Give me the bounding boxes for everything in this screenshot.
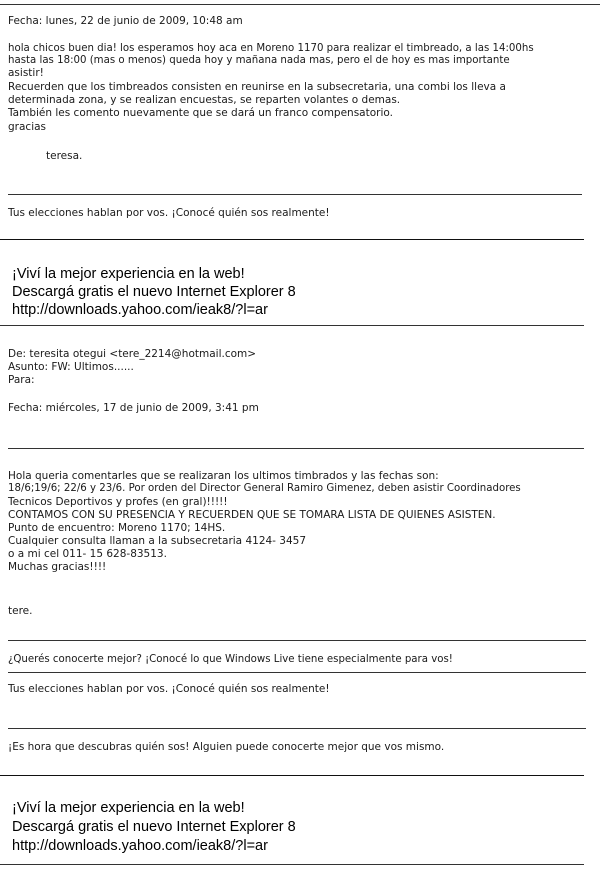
promo2-subline: Descargá gratis el nuevo Internet Explorer 8 (12, 819, 296, 835)
email2-date: Fecha: miércoles, 17 de junio de 2009, 3:41 pm (8, 402, 259, 414)
email1-body-line-5: determinada zona, y se realizan encuestas, se reparten volantes o demas. (8, 94, 401, 106)
email1-body-line-4: Recuerden que los timbreados consisten en reunirse en la subsecretaria, una combi los lleva a (8, 81, 506, 93)
email1-body-line-1: hola chicos buen dia! los esperamos hoy aca en Moreno 1170 para realizar el timbreado, a las 14:00hs (8, 43, 534, 54)
email2-footer3-bottom-divider (0, 775, 584, 776)
email2-header-divider (8, 448, 584, 449)
email1-date: Fecha: lunes, 22 de junio de 2009, 10:48 am (8, 15, 243, 27)
email2-subject: Asunto: FW: Ultimos...... (8, 361, 134, 373)
promo2-url[interactable]: http://downloads.yahoo.com/ieak8/?l=ar (12, 838, 268, 854)
email2-footer3-divider (8, 728, 586, 729)
email2-body-line-1: Hola queria comentarles que se realizaran los ultimos timbrados y las fechas son: (8, 470, 439, 482)
email2-body-line-4: CONTAMOS CON SU PRESENCIA Y RECUERDEN QUE SE TOMARA LISTA DE QUIENES ASISTEN. (8, 509, 496, 521)
email1-body-line-2: hasta las 18:00 (mas o menos) queda hoy y mañana nada mas, pero el de hoy es mas importante (8, 55, 510, 66)
email2-signature: tere. (8, 605, 33, 617)
email2-body-line-8: Muchas gracias!!!! (8, 561, 107, 573)
email2-footer1-divider (8, 640, 586, 641)
email1-body-line-7: gracias (8, 121, 47, 133)
email2-from: De: teresita otegui <tere_2214@hotmail.com> (8, 348, 257, 360)
promo1-headline: ¡Viví la mejor experiencia en la web! (12, 266, 245, 282)
email2-body-line-5: Punto de encuentro: Moreno 1170; 14HS. (8, 522, 226, 534)
promo2-bottom-divider (0, 864, 584, 865)
email1-footer-divider (8, 194, 582, 195)
email1-body-line-3: asistir! (8, 67, 44, 79)
email1-footer: Tus elecciones hablan por vos. ¡Conocé quién sos realmente! (8, 207, 330, 219)
email2-footer2: Tus elecciones hablan por vos. ¡Conocé quién sos realmente! (8, 683, 330, 695)
email2-body-line-2: 18/6;19/6; 22/6 y 23/6. Por orden del Director General Ramiro Gimenez, deben asistir Coordinadores (8, 483, 521, 494)
email2-footer3: ¡Es hora que descubras quién sos! Alguien puede conocerte mejor que vos mismo. (8, 741, 445, 753)
promo1-bottom-divider (0, 325, 584, 326)
email2-to: Para: (8, 374, 35, 386)
email2-body-line-3: Tecnicos Deportivos y profes (en gral)!!!!! (8, 496, 228, 508)
email2-body-line-7: o a mi cel 011- 15 628-83513. (8, 548, 167, 560)
promo2-headline: ¡Viví la mejor experiencia en la web! (12, 800, 245, 816)
email2-body-line-6: Cualquier consulta llaman a la subsecretaria 4124- 3457 (8, 535, 307, 547)
email1-footer-bottom-divider (0, 239, 584, 240)
email1-body-line-6: También les comento nuevamente que se dará un franco compensatorio. (8, 107, 393, 119)
email2-footer1: ¿Querés conocerte mejor? ¡Conocé lo que Windows Live tiene especialmente para vos! (8, 654, 453, 665)
email1-signature: teresa. (46, 150, 83, 162)
top-divider (0, 4, 600, 5)
promo1-url[interactable]: http://downloads.yahoo.com/ieak8/?l=ar (12, 302, 268, 318)
promo1-subline: Descargá gratis el nuevo Internet Explorer 8 (12, 284, 296, 300)
email2-footer1-bottom-divider (8, 672, 586, 673)
